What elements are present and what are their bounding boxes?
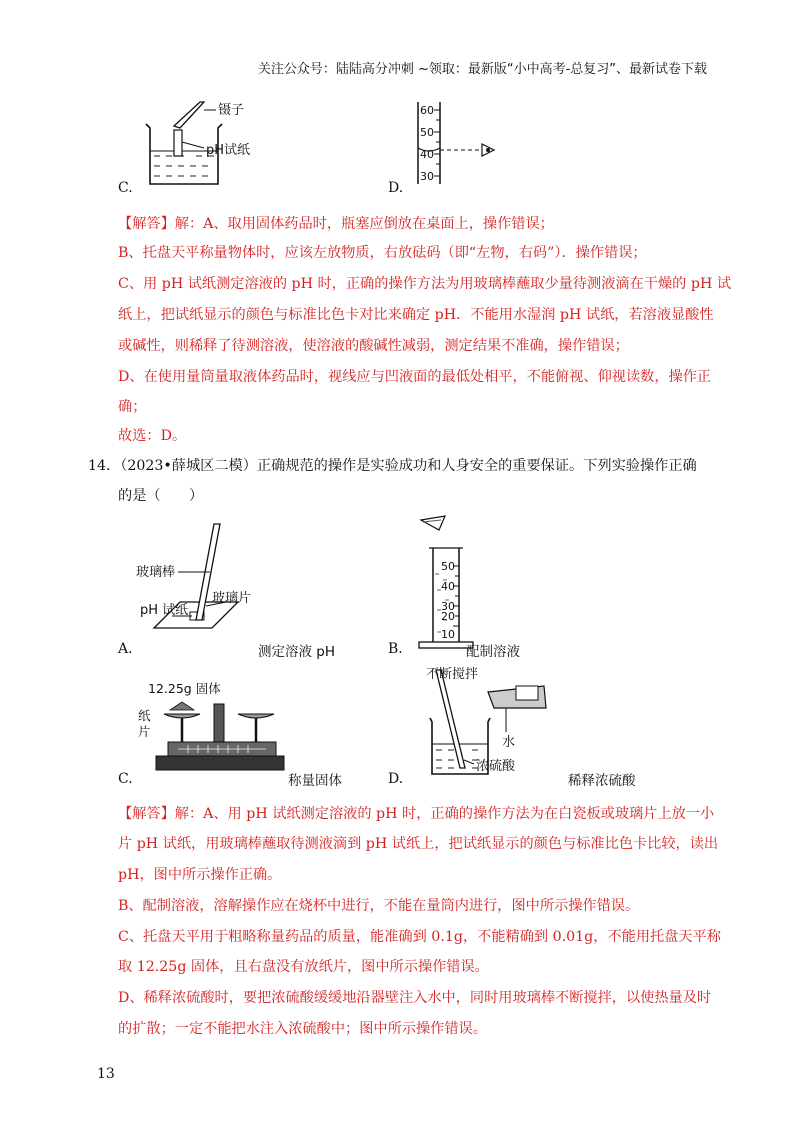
prev-figure-c: [140, 96, 310, 192]
scale-60: 60: [420, 104, 434, 117]
answer13-line-3: C、用 pH 试纸测定溶液的 pH 时，正确的操作方法为用玻璃棒蘸取少量待测液滴在干燥的 pH 试: [118, 276, 732, 292]
question14-line-2: 的是（ ）: [118, 488, 204, 504]
stir-label: 不断搅拌: [426, 667, 479, 682]
answer13-line-6: D、在使用量筒量取液体药品时，视线应与凹液面的最低处相平，不能俯视、仰视读数，操作正: [118, 369, 712, 385]
answer14-line-3: pH，图中所示操作正确。: [118, 867, 282, 883]
scale-50: 50: [420, 126, 434, 139]
glass-piece-label: 玻璃片: [212, 591, 252, 606]
water-label: 水: [502, 735, 516, 750]
scale-30: 30: [420, 170, 434, 183]
question14-line-1: 14．（2023•薛城区二模）正确规范的操作是实验成功和人身安全的重要保证。下列实验操作正确: [88, 458, 697, 474]
cyl-scale-40: 40: [441, 580, 455, 593]
prev-option-d-label: D.: [388, 180, 404, 196]
cyl-scale-20: 20: [441, 610, 455, 623]
answer14-line-5: C、托盘天平用于粗略称量药品的质量，能准确到 0.1g，不能精确到 0.01g，不能用托盘天平称: [118, 929, 721, 945]
cylinder-reading-illustration: [410, 98, 520, 188]
answer13-line-8: 故选：D。: [118, 428, 187, 444]
option-d-caption: 稀释浓硫酸: [568, 773, 636, 789]
answer14-line-2: 片 pH 试纸，用玻璃棒蘸取待测液滴到 pH 试纸上，把试纸显示的颜色与标准比色卡比较，读出: [118, 836, 719, 852]
graduated-cylinder-illustration: [415, 514, 495, 654]
ph-paper-label: pH试纸: [206, 143, 251, 158]
answer13-line-5: 或碱性，则稀释了待测溶液，使溶液的酸碱性减弱，测定结果不准确，操作错误；: [118, 338, 629, 354]
answer14-line-1: 【解答】解：A、用 pH 试纸测定溶液的 pH 时，正确的操作方法为在白瓷板或玻璃片上放一小: [118, 806, 715, 822]
option-a-label: A.: [118, 641, 133, 657]
paper-label-2: 片: [138, 724, 151, 739]
option-c-caption: 称量固体: [288, 773, 342, 789]
tweezers-label: 镊子: [218, 103, 245, 118]
ph-paper-a-label: pH 试纸: [140, 603, 189, 618]
option-a-caption: 测定溶液 pH: [258, 644, 336, 660]
option-c-label: C.: [118, 771, 133, 787]
answer14-line-7: D、稀释浓硫酸时，要把浓硫酸缓缓地沿器壁注入水中，同时用玻璃棒不断搅拌，以使热量及时: [118, 990, 712, 1006]
option-b-caption: 配制溶液: [466, 644, 520, 660]
balance-illustration: [138, 676, 288, 776]
cyl-scale-50: 50: [441, 560, 455, 573]
scale-40: 40: [420, 148, 434, 161]
option-b-label: B.: [388, 641, 403, 657]
glass-rod-label: 玻璃棒: [136, 565, 176, 580]
cyl-scale-10: 10: [441, 628, 455, 641]
answer14-line-8: 的扩散；一定不能把水注入浓硫酸中；图中所示操作错误。: [118, 1021, 487, 1037]
option-c-figure: [138, 676, 288, 776]
ph-test-illustration: [130, 520, 260, 655]
prev-figure-d: [410, 98, 520, 188]
beaker-ph-paper-illustration: [140, 96, 310, 192]
paper-label-1: 纸: [138, 708, 151, 723]
acid-label: 浓硫酸: [476, 759, 516, 774]
page-number: 13: [97, 1066, 115, 1082]
page-header: 关注公众号：陆陆高分冲刺 ~领取：最新版“小中高考-总复习”、最新试卷下载: [257, 62, 707, 77]
answer13-line-4: 纸上，把试纸显示的颜色与标准比色卡对比来确定 pH．不能用水湿润 pH 试纸，若溶液显酸性: [118, 307, 714, 323]
answer14-line-6: 取 12.25g 固体，且右盘没有放纸片，图中所示操作错误。: [118, 959, 489, 975]
answer13-line-2: B、托盘天平称量物体时，应该左放物质，右放砝码（即“左物，右码”）．操作错误；: [118, 245, 647, 261]
answer14-line-4: B、配制溶液，溶解操作应在烧杯中进行，不能在量筒内进行，图中所示操作错误。: [118, 898, 640, 914]
option-d-label: D.: [388, 771, 404, 787]
option-d-figure: [418, 664, 558, 779]
option-a-figure: [130, 520, 260, 655]
cyl-scale-30: 30: [441, 600, 455, 613]
option-b-figure: [415, 514, 495, 654]
solid-label: 12.25g 固体: [148, 681, 221, 696]
prev-option-c-label: C.: [118, 180, 133, 196]
answer13-line-7: 确；: [118, 399, 147, 415]
answer13-line-1: 【解答】解：A、取用固体药品时，瓶塞应倒放在桌面上，操作错误；: [118, 216, 554, 232]
dilution-illustration: [418, 664, 558, 779]
